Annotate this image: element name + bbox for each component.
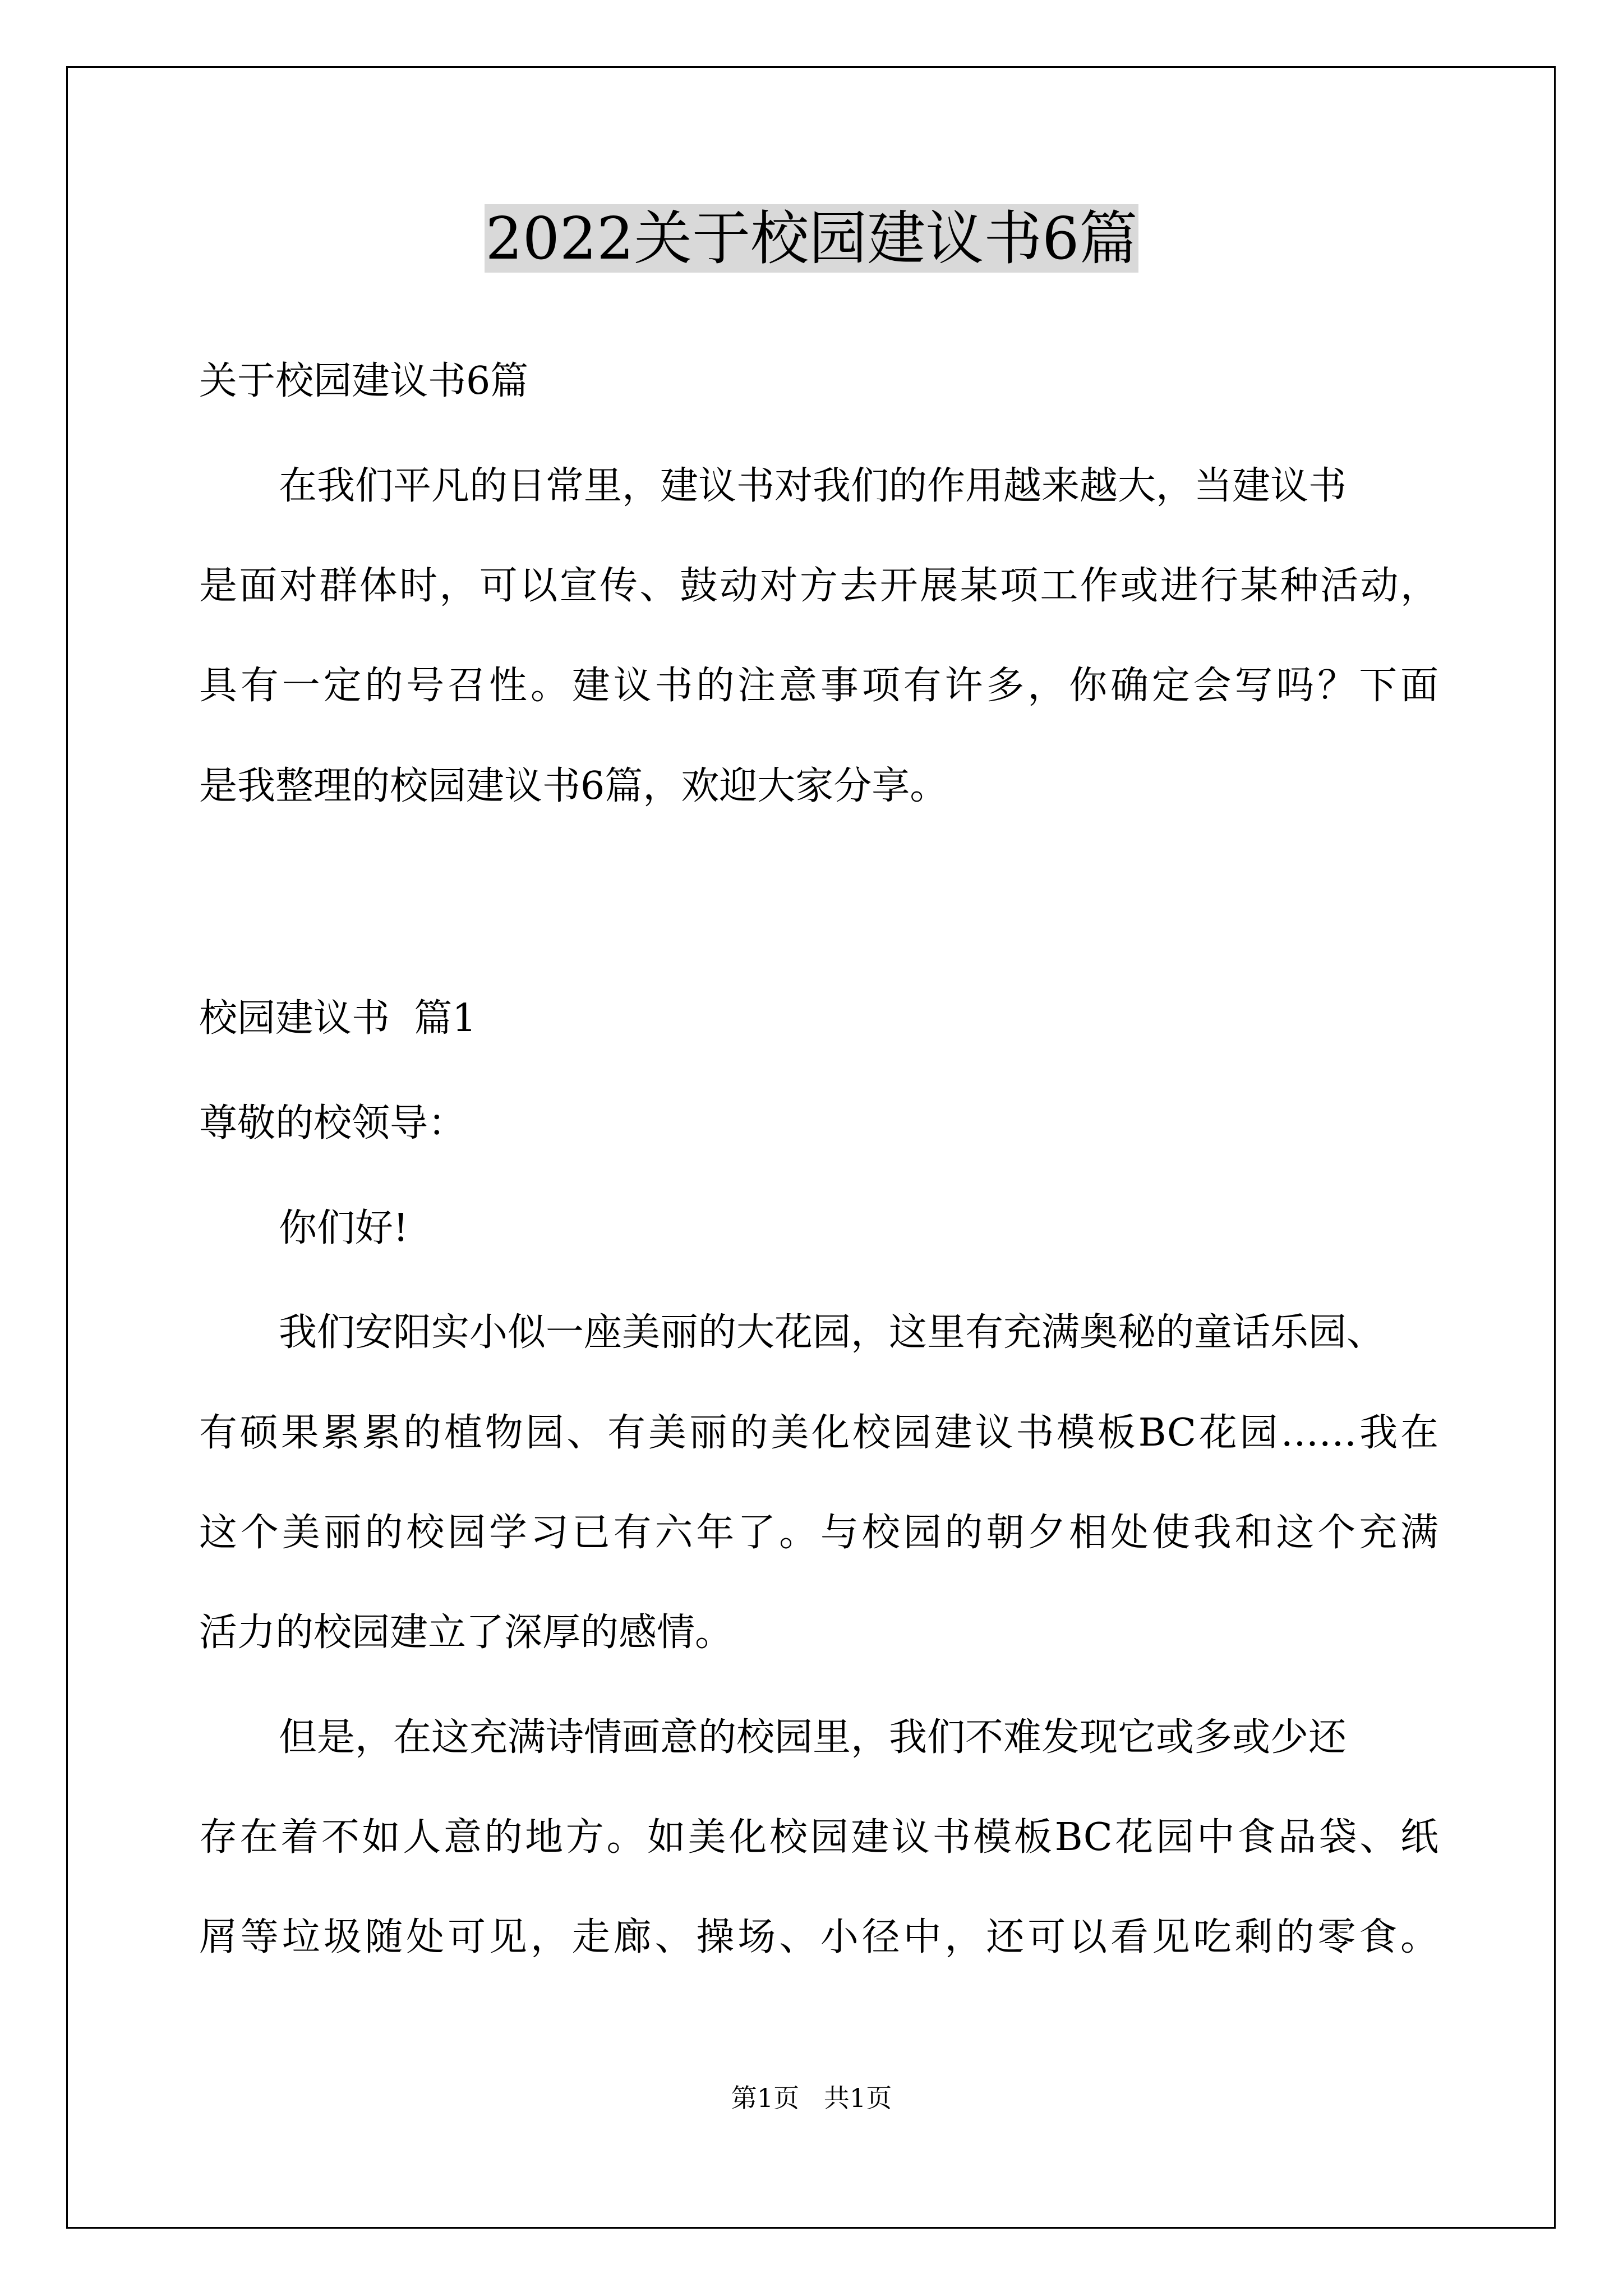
intro-line: 是面对群体时，可以宣传、鼓动对方去开展某项工作或进行某种活动， xyxy=(199,564,1438,608)
body-line: 这个美丽的校园学习已有六年了。与校园的朝夕相处使我和这个充满 xyxy=(199,1511,1438,1555)
body-line: 我们安阳实小似一座美丽的大花园，这里有充满奥秘的童话乐园、 xyxy=(279,1310,1385,1355)
document-title xyxy=(0,202,1623,275)
intro-line: 具有一定的号召性。建议书的注意事项有许多，你确定会写吗？下面 xyxy=(199,664,1438,708)
title-highlight: 2022关于校园建议书6篇 xyxy=(485,204,1138,273)
body-line: 屑等垃圾随处可见，走廊、操场、小径中，还可以看见吃剩的零食。 xyxy=(199,1915,1438,1959)
document-subtitle: 关于校园建议书6篇 xyxy=(199,359,529,403)
intro-line: 是我整理的校园建议书6篇，欢迎大家分享。 xyxy=(199,764,948,808)
salutation: 尊敬的校领导： xyxy=(199,1101,467,1145)
page-footer: 第1页 共1页 xyxy=(731,2083,892,2113)
body-line: 有硕果累累的植物园、有美丽的美化校园建议书模板BC花园……我在 xyxy=(199,1411,1438,1455)
section-heading: 校园建议书 篇1 xyxy=(199,996,477,1041)
body-line: 活力的校园建立了深厚的感情。 xyxy=(199,1611,734,1655)
intro-line: 在我们平凡的日常里，建议书对我们的作用越来越大，当建议书 xyxy=(279,464,1347,508)
greeting: 你们好! xyxy=(279,1206,409,1250)
body-line: 存在着不如人意的地方。如美化校园建议书模板BC花园中食品袋、纸 xyxy=(199,1815,1438,1860)
body-line: 但是，在这充满诗情画意的校园里，我们不难发现它或多或少还 xyxy=(279,1715,1347,1760)
